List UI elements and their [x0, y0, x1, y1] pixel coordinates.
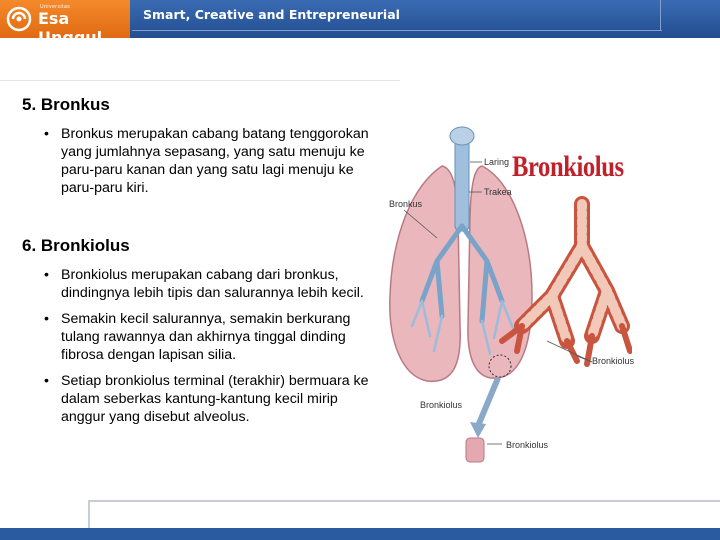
label-trakea: Trakea [484, 187, 512, 197]
header-divider [132, 30, 662, 31]
tagline: Smart, Creative and Entrepreneurial [143, 7, 400, 22]
logo [0, 0, 130, 47]
bullet-item: • Setiap bronkiolus terminal (terakhir) bermuara ke dalam seberkas kantung-kantung kecil mirip anggur yang disebut alveolus. [44, 372, 374, 426]
alveolus-sample [466, 438, 484, 462]
bullet-item: • Semakin kecil salurannya, semakin berkurang tulang rawannya dan akhirnya tinggal dinding fibrosa dengan lapisan silia. [44, 310, 374, 364]
university-emblem-icon [6, 6, 32, 32]
footer-bar [0, 528, 720, 540]
header-bar [0, 0, 720, 47]
section-heading-bronkus: 5. Bronkus [22, 95, 110, 114]
section-heading-bronkiolus: 6. Bronkiolus [22, 236, 130, 255]
left-lung [468, 166, 532, 378]
logo-small-text: Universitas [40, 4, 71, 10]
trachea [455, 136, 469, 231]
zoom-arrow-head [470, 422, 486, 438]
label-bronkiolus-bottom: Bronkiolus [506, 440, 549, 450]
label-bronkiolus-lung: Bronkiolus [420, 400, 463, 410]
label-bronkiolus-tree: Bronkiolus [592, 356, 635, 366]
zoom-arrow [478, 378, 498, 426]
illustration-title: Bronkiolus [512, 150, 624, 183]
larynx [450, 127, 474, 145]
logo-text: Esa Unggul [38, 9, 103, 47]
content-divider [0, 80, 400, 81]
bullet-item: • Bronkiolus merupakan cabang dari bronkus, dindingnya lebih tipis dan salurannya lebih kecil. [44, 266, 374, 302]
label-laring: Laring [484, 157, 510, 167]
label-bronkus: Bronkus [389, 199, 423, 209]
bullet-item: • Bronkus merupakan cabang batang tenggorokan yang jumlahnya sepasang, yang satu menuju ke paru-paru kanan dan yang satu lagi menuju ke paru-paru kiri. [44, 125, 374, 197]
bronkiolus-bullet-list [44, 266, 374, 434]
bronkus-bullet-list [44, 125, 374, 205]
footer-frame [88, 500, 720, 528]
header-vertical-divider [660, 0, 661, 31]
